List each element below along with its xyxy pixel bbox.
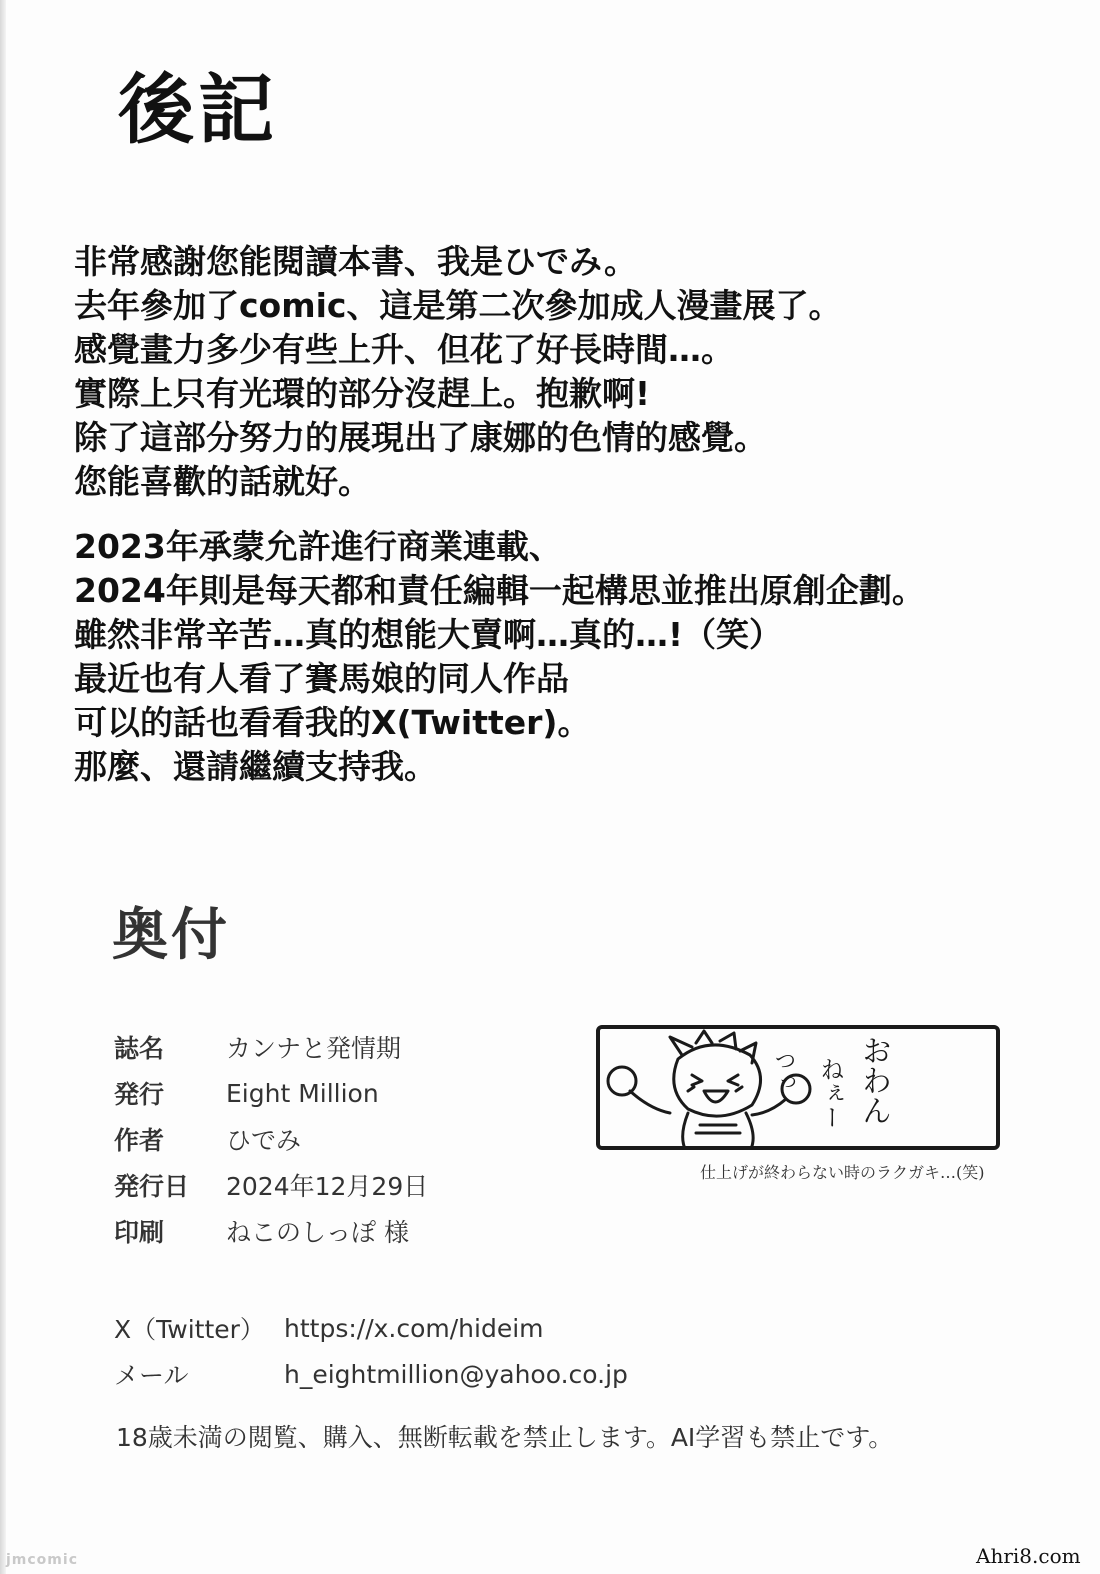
afterword-line: 可以的話也看看我的X(Twitter)。	[74, 703, 591, 742]
afterword-line: 您能喜歡的話就好。	[74, 462, 371, 501]
colophon-table	[114, 1024, 428, 1254]
contact-row-twitter	[114, 1305, 628, 1351]
afterword-line: 實際上只有光環的部分沒趕上。抱歉啊!	[74, 374, 651, 413]
afterword-title: 後記	[118, 65, 278, 154]
colophon-key: 発行日	[114, 1172, 190, 1201]
colophon-row-publisher	[114, 1070, 428, 1116]
legal-notice: 18歳未満の閲覧、購入、無断転載を禁止します。AI学習も禁止です。	[116, 1423, 894, 1452]
afterword-line: 除了這部分努力的展現出了康娜的色情的感覺。	[74, 418, 767, 457]
contact-key: X（Twitter）	[114, 1315, 265, 1344]
colophon-title: 奥付	[112, 903, 230, 968]
email-link[interactable]: h_eightmillion@yahoo.co.jp	[284, 1359, 628, 1389]
contact-info	[114, 1305, 628, 1397]
colophon-value: ねこのしっぽ 様	[226, 1218, 409, 1247]
afterword-line: 雖然非常辛苦…真的想能大賣啊…真的…!（笑）	[74, 615, 783, 654]
sketch-caption: 仕上げが終わらない時のラクガキ…(笑)	[700, 1163, 985, 1182]
sketch-text-nee: ねぇー	[816, 1057, 844, 1129]
afterword-line: 2024年則是每天都和責任編輯一起構思並推出原創企劃。	[74, 571, 925, 610]
twitter-link[interactable]: https://x.com/hideim	[284, 1313, 544, 1343]
colophon-value: ひでみ	[226, 1126, 302, 1155]
colophon-row-title	[114, 1024, 428, 1070]
colophon-key: 印刷	[114, 1218, 165, 1247]
watermark-left: jmcomic	[6, 1552, 78, 1568]
afterword-line: 非常感謝您能閱讀本書、我是ひでみ。	[74, 242, 637, 281]
watermark-right: Ahri8.com	[976, 1544, 1081, 1568]
chibi-drawing-icon	[600, 1029, 996, 1146]
afterword-paragraph-1	[74, 240, 842, 504]
sketch-text-owan: おわん	[856, 1035, 891, 1125]
colophon-row-printer	[114, 1208, 428, 1254]
colophon-value: Eight Million	[226, 1078, 379, 1108]
colophon-key: 誌名	[114, 1034, 165, 1063]
colophon-key: 発行	[114, 1080, 165, 1109]
colophon-row-date	[114, 1162, 428, 1208]
afterword-line: 2023年承蒙允許進行商業連載、	[74, 527, 562, 566]
colophon-key: 作者	[114, 1126, 165, 1155]
page-fold-shadow	[0, 0, 6, 1574]
colophon-row-author	[114, 1116, 428, 1162]
afterword-line: 感覺畫力多少有些上升、但花了好長時間…。	[74, 330, 734, 369]
afterword-line: 去年參加了comic、這是第二次參加成人漫畫展了。	[74, 286, 842, 325]
afterword-line: 最近也有人看了賽馬娘的同人作品	[74, 659, 569, 698]
colophon-value: カンナと発情期	[226, 1034, 402, 1063]
sketch-illustration	[596, 1025, 1000, 1150]
afterword-line: 那麼、還請繼續支持我。	[74, 747, 437, 786]
colophon-value: 2024年12月29日	[226, 1172, 429, 1201]
contact-key: メール	[114, 1361, 189, 1390]
afterword-paragraph-2	[74, 525, 925, 789]
sketch-text-tsu: つっ	[771, 1049, 796, 1093]
contact-row-email	[114, 1351, 628, 1397]
